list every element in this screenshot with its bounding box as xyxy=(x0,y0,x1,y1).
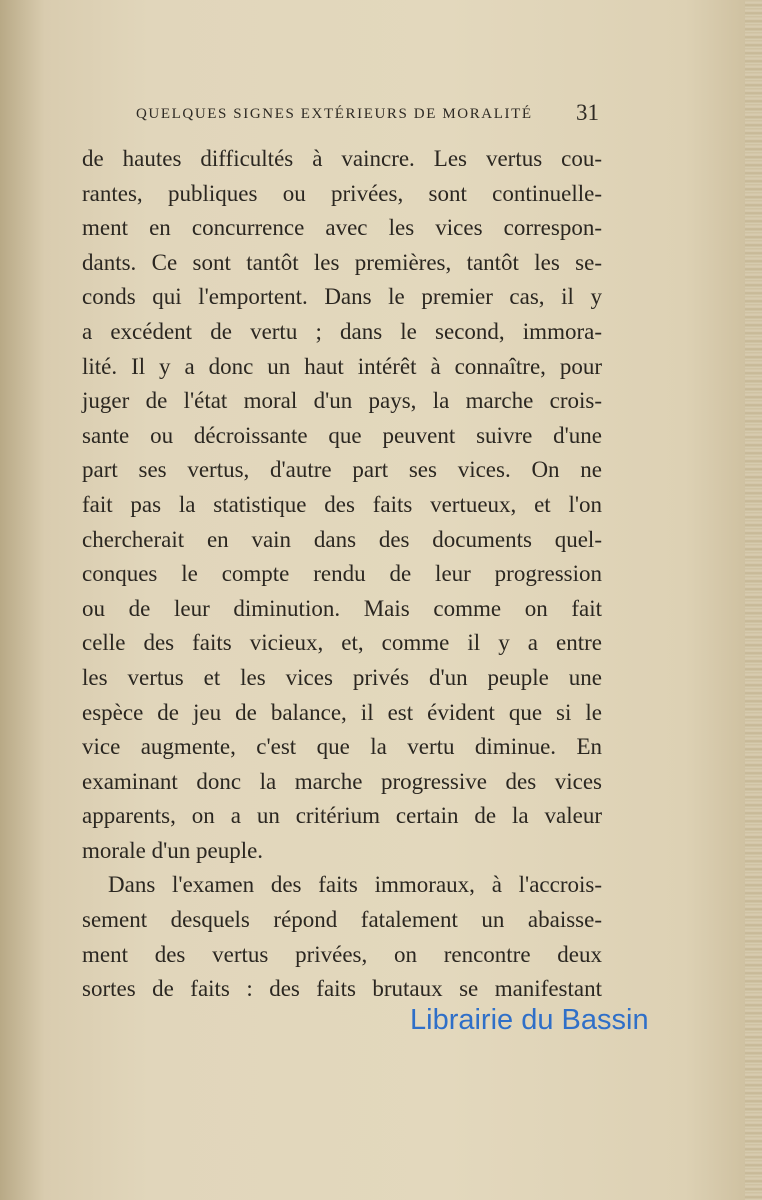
page-edge xyxy=(745,0,762,1200)
text-line: conques le compte rendu de leur progression xyxy=(82,561,602,587)
text-line: dants. Ce sont tantôt les premières, tantôt les se- xyxy=(82,249,602,275)
text-line: examinant donc la marche progressive des vices xyxy=(82,768,602,794)
text-line: sortes de faits : des faits brutaux se manifestant xyxy=(82,976,602,1002)
text-line: part ses vertus, d'autre part ses vices. On ne xyxy=(82,457,602,483)
page-number: 31 xyxy=(576,100,599,125)
watermark: Librairie du Bassin xyxy=(410,1004,649,1036)
text-line: conds qui l'emportent. Dans le premier cas, il y xyxy=(82,284,602,310)
text-line: sement desquels répond fatalement un abaisse- xyxy=(82,907,602,933)
text-line: vice augmente, c'est que la vertu diminue. En xyxy=(82,734,602,760)
running-header: QUELQUES SIGNES EXTÉRIEURS DE MORALITÉ xyxy=(136,106,533,122)
text-line: les vertus et les vices privés d'un peuple une xyxy=(82,664,602,690)
text-line: chercherait en vain dans des documents quel- xyxy=(82,526,602,552)
text-line: celle des faits vicieux, et, comme il y a entre xyxy=(82,630,602,656)
text-line: ment en concurrence avec les vices correspon- xyxy=(82,215,602,241)
text-line: a excédent de vertu ; dans le second, immora- xyxy=(82,318,602,344)
text-line: ment des vertus privées, on rencontre deux xyxy=(82,941,602,967)
text-line: rantes, publiques ou privées, sont continuelle- xyxy=(82,180,602,206)
text-line: morale d'un peuple. xyxy=(82,837,264,863)
text-line: espèce de jeu de balance, il est évident que si le xyxy=(82,699,602,725)
text-line: fait pas la statistique des faits vertueux, et l'on xyxy=(82,491,602,517)
text-line: lité. Il y a donc un haut intérêt à connaître, pour xyxy=(82,353,602,379)
text-line: sante ou décroissante que peuvent suivre d'une xyxy=(82,422,602,448)
text-line: ou de leur diminution. Mais comme on fait xyxy=(82,595,602,621)
text-line: de hautes difficultés à vaincre. Les vertus cou- xyxy=(82,146,602,171)
body-text xyxy=(82,142,602,1007)
text-line: apparents, on a un critérium certain de la valeur xyxy=(82,803,602,829)
text-line: Dans l'examen des faits immoraux, à l'accrois- xyxy=(108,872,602,898)
text-line: juger de l'état moral d'un pays, la marche crois- xyxy=(82,388,602,414)
